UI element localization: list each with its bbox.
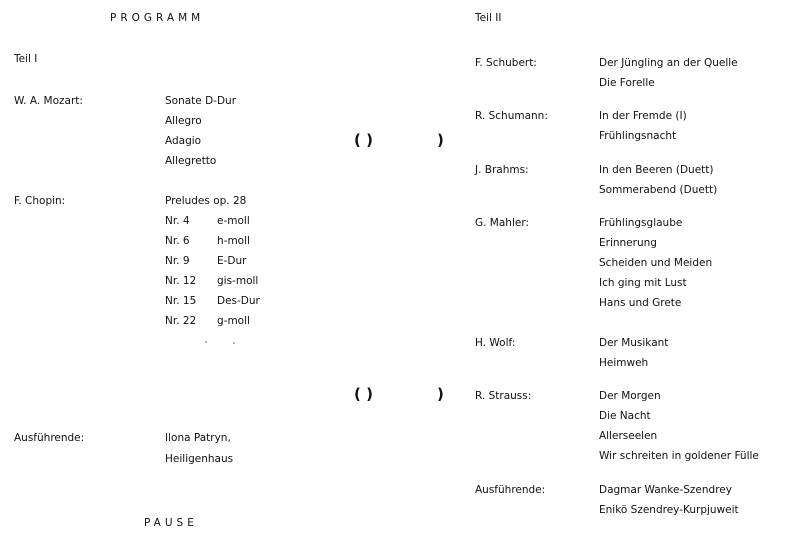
song-title: Frühlingsglaube (599, 217, 683, 229)
prelude-number: Nr. 22 (165, 315, 197, 327)
pause-label: PAUSE (144, 517, 198, 529)
song-title: Erinnerung (599, 237, 657, 249)
performer-line: Heiligenhaus (165, 453, 234, 465)
chopin-title: Preludes op. 28 (165, 195, 247, 207)
performer-line: Dagmar Wanke-Szendrey (599, 484, 732, 496)
song-title: Hans und Grete (599, 297, 682, 309)
song-title: In der Fremde (I) (599, 110, 687, 122)
composer-schumann: R. Schumann: (475, 110, 548, 122)
bracket-mark: ) (437, 385, 444, 403)
composer-mahler: G. Mahler: (475, 217, 530, 229)
mozart-item: Sonate D-Dur (165, 95, 237, 107)
mozart-item: Adagio (165, 135, 202, 147)
prelude-key: E-Dur (217, 255, 247, 267)
mozart-item: Allegretto (165, 155, 217, 167)
prelude-number: Nr. 6 (165, 235, 190, 247)
performer-line: Enikö Szendrey-Kurpjuweit (599, 504, 739, 516)
prelude-number: Nr. 4 (165, 215, 190, 227)
print-speck (233, 342, 235, 344)
song-title: Frühlingsnacht (599, 130, 677, 142)
composer-strauss: R. Strauss: (475, 390, 532, 402)
bracket-mark: ( ) (354, 385, 373, 403)
program-heading: PROGRAMM (110, 12, 205, 24)
song-title: Sommerabend (Duett) (599, 184, 718, 196)
prelude-key: h-moll (217, 235, 250, 247)
part-two-label: Teil II (475, 12, 502, 24)
performers-label-left: Ausführende: (14, 432, 85, 444)
composer-schubert: F. Schubert: (475, 57, 537, 69)
prelude-number: Nr. 12 (165, 275, 197, 287)
print-speck (205, 341, 207, 343)
song-title: Wir schreiten in goldener Fülle (599, 450, 759, 462)
song-title: Der Musikant (599, 337, 669, 349)
mozart-item: Allegro (165, 115, 202, 127)
prelude-key: Des-Dur (217, 295, 260, 307)
song-title: Der Morgen (599, 390, 661, 402)
composer-mozart: W. A. Mozart: (14, 95, 83, 107)
song-title: In den Beeren (Duett) (599, 164, 714, 176)
song-title: Die Nacht (599, 410, 651, 422)
part-one-label: Teil I (14, 53, 38, 65)
prelude-key: e-moll (217, 215, 250, 227)
bracket-mark: ) (437, 131, 444, 149)
prelude-number: Nr. 9 (165, 255, 190, 267)
composer-brahms: J. Brahms: (475, 164, 529, 176)
bracket-mark: ( ) (354, 131, 373, 149)
song-title: Heimweh (599, 357, 649, 369)
prelude-number: Nr. 15 (165, 295, 197, 307)
performer-line: Ilona Patryn, (165, 432, 231, 444)
song-title: Ich ging mit Lust (599, 277, 687, 289)
performers-label-right: Ausführende: (475, 484, 546, 496)
prelude-key: gis-moll (217, 275, 259, 287)
song-title: Der Jüngling an der Quelle (599, 57, 738, 69)
composer-wolf: H. Wolf: (475, 337, 516, 349)
prelude-key: g-moll (217, 315, 250, 327)
song-title: Allerseelen (599, 430, 658, 442)
composer-chopin: F. Chopin: (14, 195, 66, 207)
song-title: Scheiden und Meiden (599, 257, 713, 269)
song-title: Die Forelle (599, 77, 655, 89)
